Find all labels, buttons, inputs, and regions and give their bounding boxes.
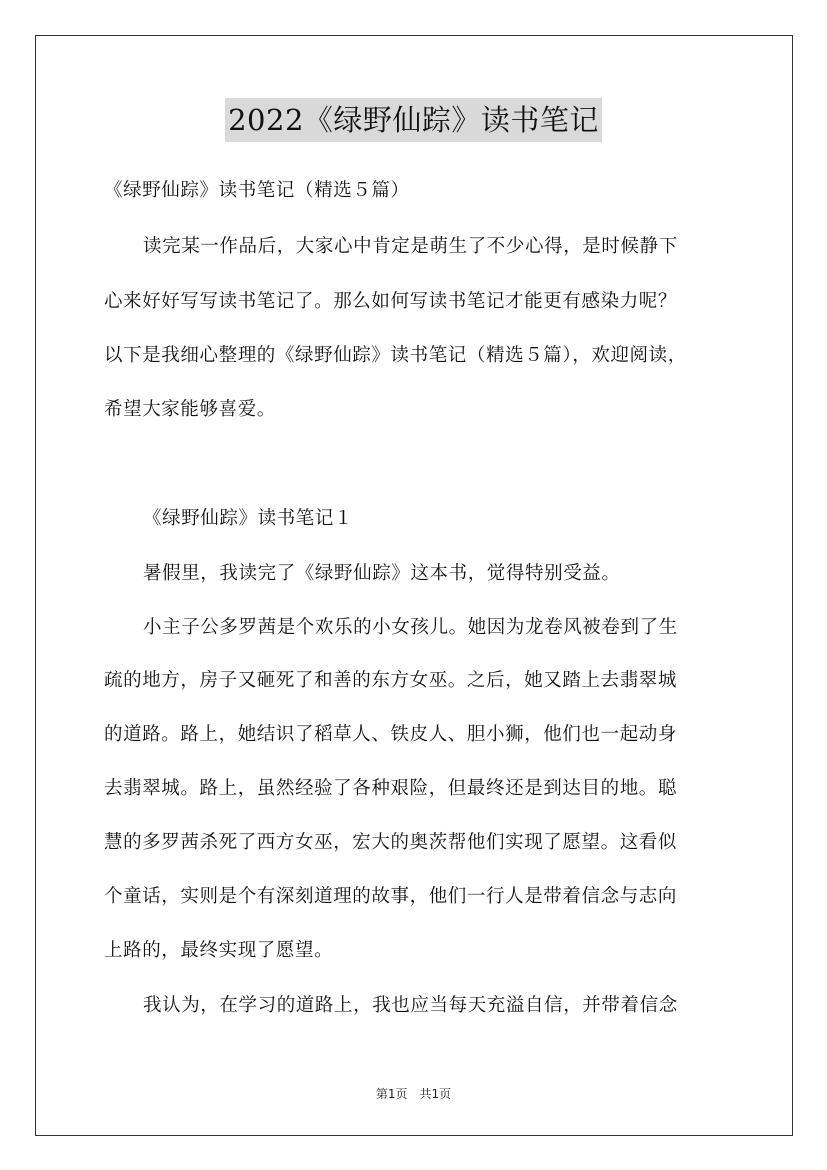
paragraph-line: 小主子公多罗茜是个欢乐的小女孩儿。她因为龙卷风被卷到了生	[143, 617, 678, 638]
section-heading: 《绿野仙踪》读书笔记１	[143, 508, 354, 529]
document-subtitle: 《绿野仙踪》读书笔记（精选５篇）	[104, 180, 410, 201]
paragraph-line: 的道路。路上，她结识了稻草人、铁皮人、胆小狮，他们也一起动身	[104, 724, 678, 745]
paragraph-line: 上路的，最终实现了愿望。	[104, 940, 334, 961]
document-title: 2022《绿野仙踪》读书笔记	[225, 98, 602, 142]
paragraph-line: 我认为，在学习的道路上，我也应当每天充溢自信，并带着信念	[143, 995, 678, 1016]
paragraph-line: 心来好好写写读书笔记了。那么如何写读书笔记才能更有感染力呢？	[104, 291, 678, 312]
paragraph-line: 去翡翠城。路上，虽然经验了各种艰险，但最终还是到达目的地。聪	[104, 778, 678, 799]
paragraph-line: 个童话，实则是个有深刻道理的故事，他们一行人是带着信念与志向	[104, 886, 678, 907]
paragraph-line: 以下是我细心整理的《绿野仙踪》读书笔记（精选５篇），欢迎阅读，	[104, 345, 687, 366]
paragraph-line: 读完某一作品后，大家心中肯定是萌生了不少心得，是时候静下	[143, 236, 678, 257]
paragraph-line: 慧的多罗茜杀死了西方女巫，宏大的奥茨帮他们实现了愿望。这看似	[104, 832, 678, 853]
paragraph-line: 希望大家能够喜爱。	[104, 399, 276, 420]
page-footer: 第1页 共1页	[375, 1087, 452, 1101]
paragraph-line: 疏的地方，房子又砸死了和善的东方女巫。之后，她又踏上去翡翠城	[104, 670, 678, 691]
title-container	[0, 98, 827, 142]
paragraph-line: 暑假里，我读完了《绿野仙踪》这本书，觉得特别受益。	[143, 563, 621, 584]
